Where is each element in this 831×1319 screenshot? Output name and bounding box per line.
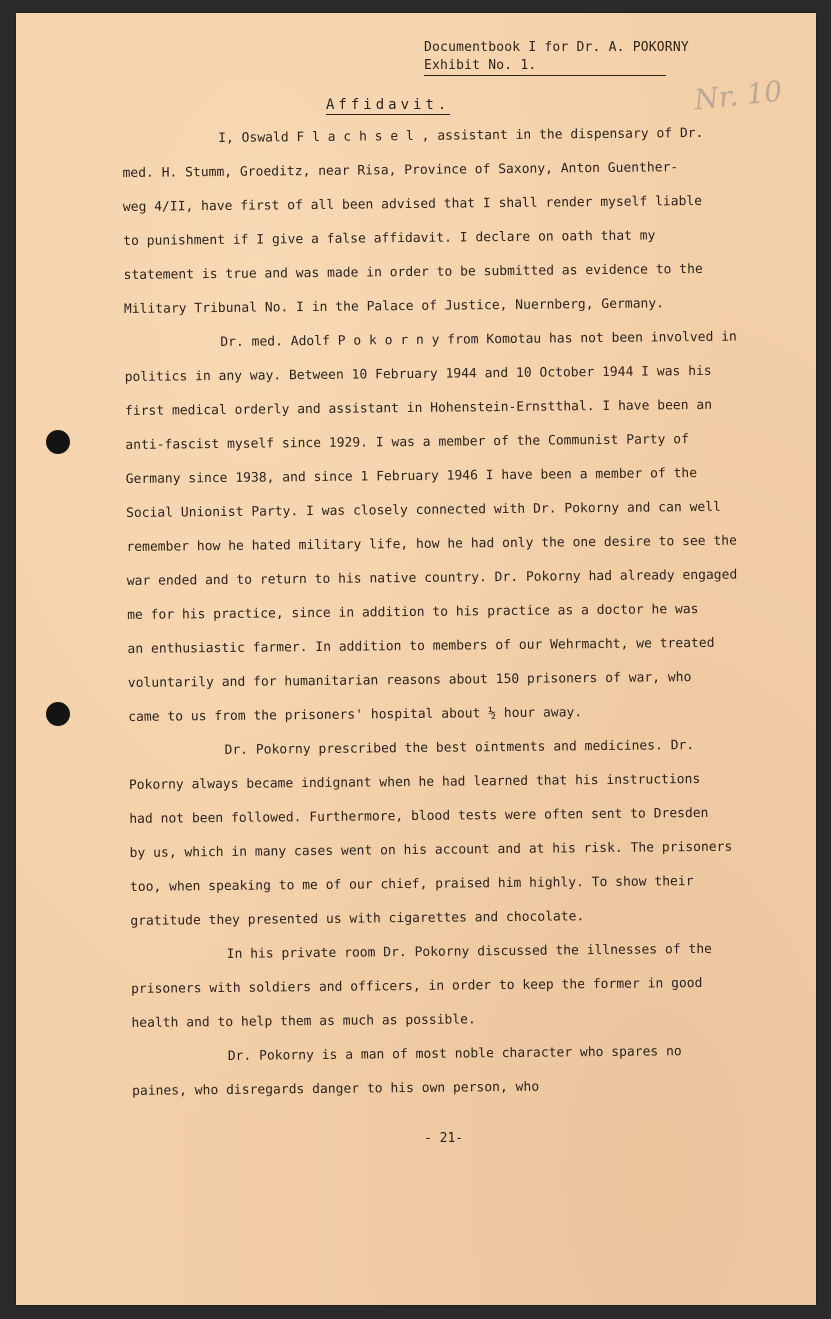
pencil-annotation: Nr. 10: [692, 74, 784, 117]
text-line: anti-fascist myself since 1929. I was a member of the Communist Party of: [125, 432, 689, 453]
paragraph-5: [132, 1034, 793, 1109]
text-line: Social Unionist Party. I was closely connected with Dr. Pokorny and can well: [126, 499, 721, 521]
text-line: statement is true and was made in order to be submitted as evidence to the: [123, 261, 703, 283]
text-line: an enthusiastic farmer. In addition to members of our Wehrmacht, we treated: [127, 635, 715, 657]
text-line: weg 4/II, have first of all been advised that I shall render myself liable: [122, 193, 703, 215]
text-line: Military Tribunal No. I in the Palace of Justice, Nuernberg, Germany.: [123, 296, 665, 317]
paragraph-4: [131, 932, 792, 1041]
text-line: paines, who disregards danger to his own person, who: [132, 1079, 540, 1099]
page-number: - 21-: [424, 1131, 464, 1146]
text-line: war ended and to return to his native country. Dr. Pokorny had already engaged: [126, 567, 738, 589]
document-title: Affidavit.: [326, 97, 451, 113]
text-line: remember how he hated military life, how he had only the one desire to see the: [126, 533, 737, 555]
text-line: prisoners with soldiers and officers, in order to keep the former in good: [130, 975, 703, 997]
text-line: had not been followed. Furthermore, blood tests were often sent to Dresden: [129, 805, 709, 827]
text-line: came to us from the prisoners' hospital about ½ hour away.: [128, 705, 583, 725]
paragraph-2: [124, 320, 788, 735]
document-header: [424, 39, 689, 76]
text-line: I, Oswald F l a c h s e l , assistant in the dispensary of Dr.: [218, 125, 704, 146]
paragraph-1: [122, 116, 784, 327]
paragraph-3: [128, 728, 790, 939]
text-line: health and to help them as much as possible.: [131, 1012, 476, 1031]
text-line: Germany since 1938, and since 1 February 1946 I have been a member of the: [125, 465, 698, 487]
punch-hole-top: [46, 430, 70, 454]
text-line: med. H. Stumm, Groeditz, near Risa, Province of Saxony, Anton Guenther-: [122, 160, 679, 181]
text-line: Pokorny always became indignant when he had learned that his instructions: [128, 771, 701, 793]
punch-hole-bottom: [46, 702, 70, 726]
text-line: voluntarily and for humanitarian reasons about 150 prisoners of war, who: [127, 670, 692, 691]
text-line: by us, which in many cases went on his account and at his risk. The prisoners: [129, 839, 733, 861]
text-line: In his private room Dr. Pokorny discussed the illnesses of the: [226, 941, 713, 962]
documentbook-line: Documentbook I for Dr. A. POKORNY: [424, 40, 689, 55]
exhibit-line: Exhibit No. 1.: [424, 57, 666, 76]
text-line: me for his practice, since in addition to his practice as a doctor he was: [127, 601, 699, 623]
text-line: Dr. med. Adolf P o k o r n y from Komotau has not been involved in: [220, 329, 737, 350]
document-page: [16, 13, 816, 1305]
text-line: gratitude they presented us with cigarettes and chocolate.: [130, 909, 585, 929]
affidavit-body: [122, 116, 792, 1109]
text-line: first medical orderly and assistant in Hohenstein-Ernstthal. I have been an: [124, 397, 713, 419]
text-line: Dr. Pokorny prescribed the best ointments and medicines. Dr.: [224, 738, 695, 758]
text-line: too, when speaking to me of our chief, praised him highly. To show their: [129, 874, 694, 895]
text-line: to punishment if I give a false affidavit. I declare on oath that my: [123, 228, 656, 249]
text-line: politics in any way. Between 10 February 1944 and 10 October 1944 I was his: [124, 363, 712, 385]
text-line: Dr. Pokorny is a man of most noble character who spares no: [227, 1044, 682, 1064]
